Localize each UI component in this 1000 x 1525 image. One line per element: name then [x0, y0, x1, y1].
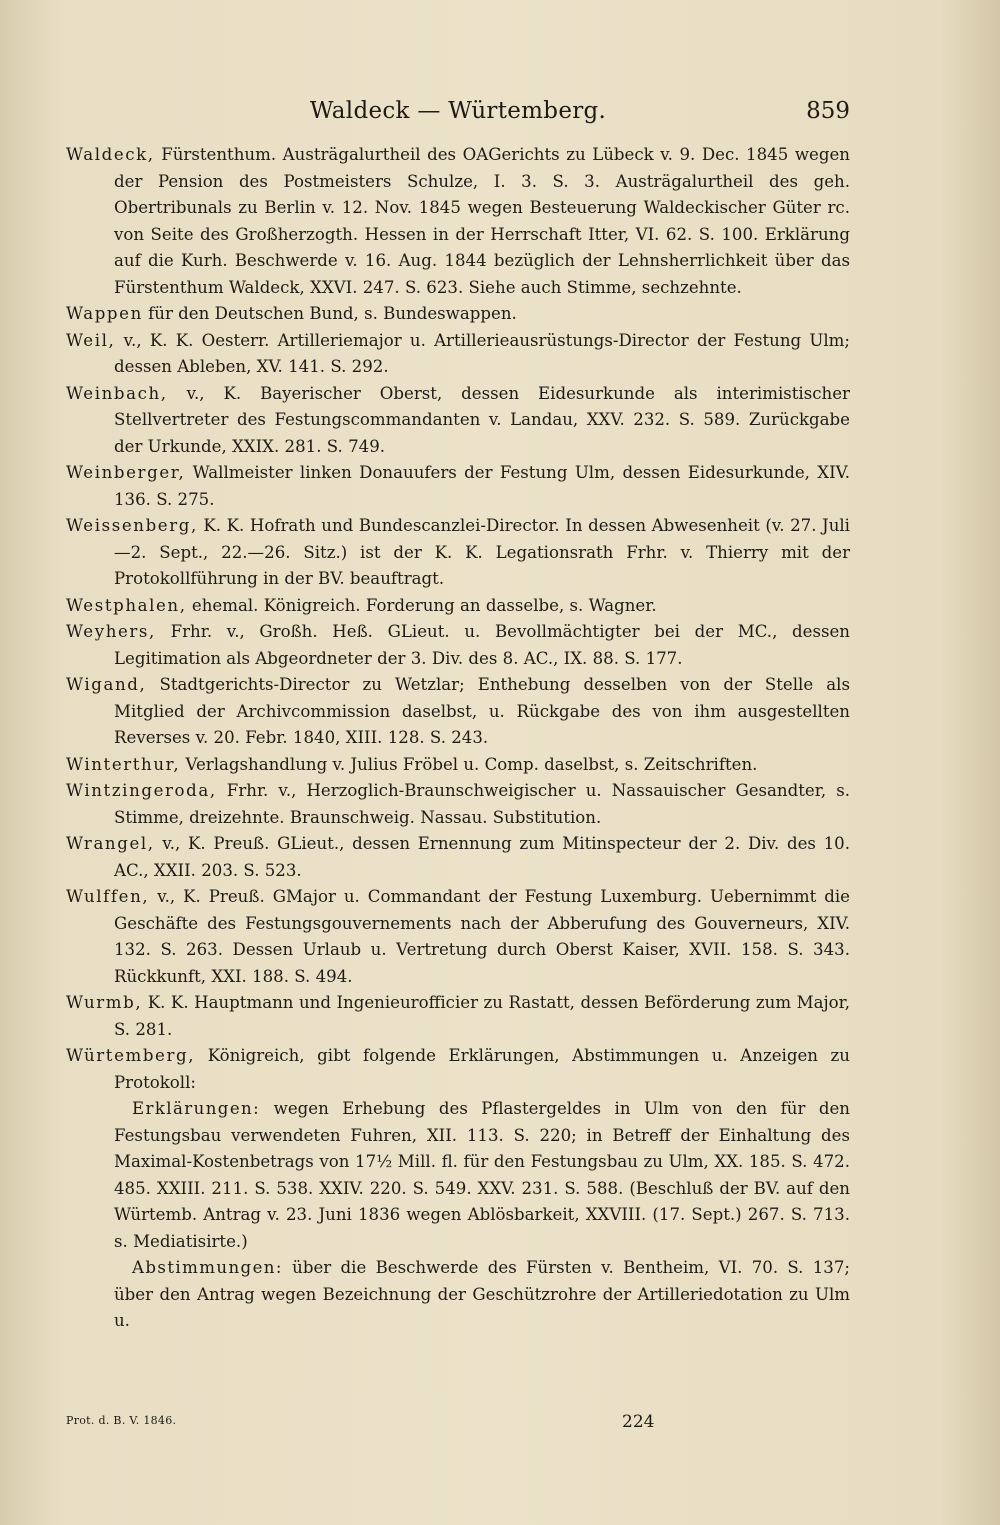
entry-text: Königreich, gibt folgende Erklärungen, Abstimmungen u. Anzeigen zu Protokoll: [114, 1046, 850, 1092]
index-body [66, 142, 850, 1335]
subentry-head: Erklärungen: [132, 1099, 261, 1118]
entry-text: v., K. K. Oesterr. Artilleriemajor u. Artillerieausrüstungs-Director der Festung Ulm; dessen Ableben, XV. 141. S. 292. [114, 330, 850, 376]
index-entry-westphalen [66, 593, 850, 620]
subentry-text: wegen Erhebung des Pflastergeldes in Ulm von den für den Festungsbau verwendeten Fuhren, XII. 113. S. 220; in Betreff der Einhaltung des Maximal-Kostenbetrags von 17½ Mill. fl. für den Festungsbau zu Ulm, XX. 185. S. 472. 485. XXIII. 211. S. 538. XXIV. 220. S. 549. XXV. 231. S. 588. (Beschluß der BV. auf den Würtemb. Antrag v. 23. Juni 1836 wegen Ablösbarkeit, XXVIII. (17. Sept.) 267. S. 713. s. Mediatisirte.) [114, 1099, 850, 1251]
running-title: Waldeck — Würtemberg. [309, 98, 607, 124]
subentry-abstimmungen [66, 1255, 850, 1335]
entry-text: Fürstenthum. Austrägalurtheil des OAGerichts zu Lübeck v. 9. Dec. 1845 wegen der Pension des Postmeisters Schulze, I. 3. S. 3. Austrägalurtheil des geh. Obertribunals zu Berlin v. 12. Nov. 1845 wegen Besteuerung Waldeckischer Güter rc. von Seite des Großherzogth. Hessen in der Herrschaft Itter, VI. 62. S. 100. Erklärung auf die Kurh. Beschwerde v. 16. Aug. 1844 bezüglich der Lehnsherrlichkeit über das Fürstenthum Waldeck, XXVI. 247. S. 623. Siehe auch Stimme, sechzehnte. [114, 145, 850, 297]
entry-text: ehemal. Königreich. Forderung an dasselbe, s. Wagner. [186, 595, 657, 615]
entry-text: für den Deutschen Bund, s. Bundeswappen. [142, 304, 517, 323]
index-entry-weinbach [66, 381, 850, 461]
entry-text: Frhr. v., Großh. Heß. GLieut. u. Bevollmächtigter bei der MC., dessen Legitimation als Abgeordneter der 3. Div. des 8. AC., IX. 88. S. 177. [114, 622, 850, 668]
index-entry-wrangel [66, 831, 850, 884]
page-number: 859 [806, 98, 850, 124]
entry-head: Wintzingeroda, [66, 781, 217, 800]
footer-page-number: 224 [622, 1412, 655, 1432]
entry-head: Wigand, [66, 675, 147, 694]
entry-head: Winterthur, [66, 754, 181, 774]
index-entry-wintzingeroda [66, 778, 850, 831]
index-entry-weil [66, 328, 850, 381]
entry-head: Weinbach, [66, 383, 168, 403]
index-entry-wulffen [66, 884, 850, 990]
entry-text: K. K. Hofrath und Bundescanzlei-Director. In dessen Abwesenheit (v. 27. Juli—2. Sept., 22.—26. Sitz.) ist der K. K. Legationsrath Frhr. v. Thierry mit der Protokollführung in der BV. beauftragt. [114, 516, 850, 588]
entry-text: Wallmeister linken Donauufers der Festung Ulm, dessen Eidesurkunde, XIV. 136. S. 275. [114, 463, 850, 509]
index-entry-weyhers [66, 619, 850, 672]
entry-head: Wurmb, [66, 993, 143, 1012]
entry-text: v., K. Preuß. GLieut., dessen Ernennung zum Mitinspecteur der 2. Div. des 10. AC., XXII. 203. S. 523. [114, 834, 850, 880]
signature-mark: Prot. d. B. V. 1846. [66, 1414, 177, 1427]
index-entry-wigand [66, 672, 850, 752]
entry-head: Wulffen, [66, 887, 150, 906]
index-entry-winterthur [66, 752, 850, 779]
entry-text: Verlagshandlung v. Julius Fröbel u. Comp. daselbst, s. Zeitschriften. [180, 754, 758, 774]
index-entry-wurmb [66, 990, 850, 1043]
entry-head: Würtemberg, [66, 1046, 196, 1065]
entry-text: v., K. Bayerischer Oberst, dessen Eidesurkunde als interimistischer Stellvertreter des Festungscommandanten v. Landau, XXV. 232. S. 589. Zurückgabe der Urkunde, XXIX. 281. S. 749. [114, 383, 850, 456]
index-entry-waldeck [66, 142, 850, 301]
index-entry-weinberger [66, 460, 850, 513]
entry-head: Wappen [66, 304, 143, 323]
entry-head: Weil, [66, 330, 116, 350]
entry-text: v., K. Preuß. GMajor u. Commandant der Festung Luxemburg. Uebernimmt die Geschäfte des Festungsgouvernements nach der Abberufung des Gouverneurs, XIV. 132. S. 263. Dessen Urlaub u. Vertretung durch Oberst Kaiser, XVII. 158. S. 343. Rückkunft, XXI. 188. S. 494. [114, 887, 850, 986]
entry-head: Waldeck, [66, 145, 155, 164]
entry-head: Weinberger, [66, 463, 186, 482]
page-header [66, 98, 850, 138]
page-footer [66, 1412, 850, 1436]
index-entry-weissenberg [66, 513, 850, 593]
subentry-text: über die Beschwerde des Fürsten v. Bentheim, VI. 70. S. 137; über den Antrag wegen Bezeichnung der Geschützrohre der Artilleriedotation zu Ulm u. [114, 1258, 850, 1330]
index-entry-wappen [66, 301, 850, 328]
entry-head: Wrangel, [66, 834, 155, 853]
entry-text: Frhr. v., Herzoglich-Braunschweigischer u. Nassauischer Gesandter, s. Stimme, dreizehnte. Braunschweig. Nassau. Substitution. [114, 781, 850, 827]
subentry-head: Abstimmungen: [132, 1258, 283, 1277]
entry-text: K. K. Hauptmann und Ingenieurofficier zu Rastatt, dessen Beförderung zum Major, S. 281. [114, 993, 850, 1039]
entry-head: Weyhers, [66, 622, 156, 641]
subentry-erklaerungen [66, 1096, 850, 1255]
index-entry-wuertemberg [66, 1043, 850, 1096]
entry-head: Weissenberg, [66, 516, 198, 535]
entry-text: Stadtgerichts-Director zu Wetzlar; Enthebung desselben von der Stelle als Mitglied der Archivcommission daselbst, u. Rückgabe des von ihm ausgestellten Reverses v. 20. Febr. 1840, XIII. 128. S. 243. [114, 675, 850, 747]
entry-head: Westphalen, [66, 595, 187, 615]
